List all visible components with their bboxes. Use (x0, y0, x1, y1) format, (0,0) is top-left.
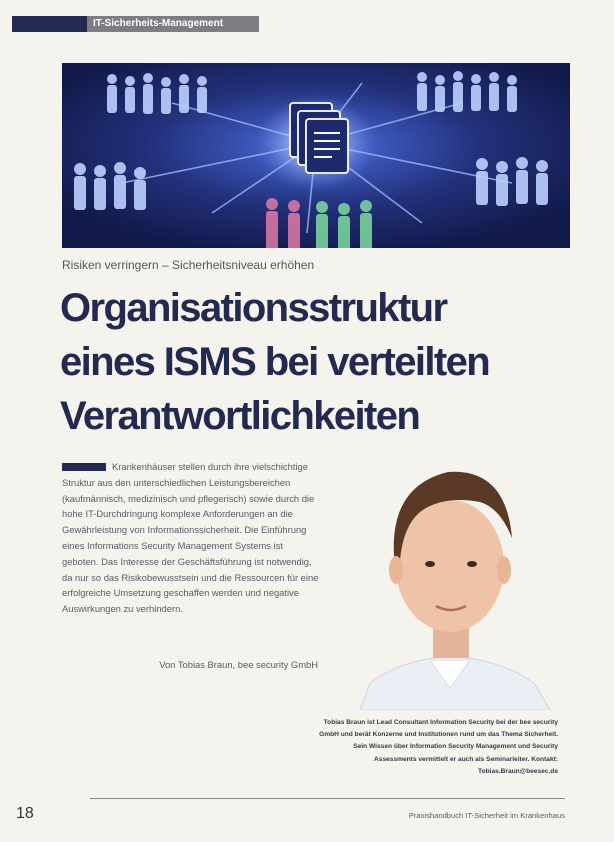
section-label: IT-Sicherheits-Management (93, 18, 224, 29)
author-portrait (330, 438, 570, 710)
article-kicker: Risiken verringern – Sicherheitsniveau erhöhen (62, 258, 315, 272)
portrait-caption: Tobias Braun ist Lead Consultant Information Security bei der bee security GmbH und berät Konzerne und Institutionen rund um das Thema Sicherheit. Sein Wissen über Information Security Management und Security Assessments vermittelt er auch als Seminarleiter. Kontakt: Tobias.Braun@beesec.de (319, 719, 558, 775)
title-line-1: Organisationsstruktur (60, 286, 447, 330)
title-line-2: eines ISMS bei verteilten (60, 340, 490, 384)
hero-illustration (62, 63, 570, 248)
section-header-accent (12, 16, 87, 32)
footer-rule (90, 798, 565, 799)
article-title (60, 281, 580, 443)
network-illustration-icon (62, 63, 570, 248)
title-line-3: Verantwortlichkeiten (60, 394, 420, 438)
portrait-photo-icon (330, 438, 570, 710)
article-byline: Von Tobias Braun, bee security GmbH (159, 659, 318, 670)
page-number: 18 (16, 805, 34, 822)
article-lead: Krankenhäuser stellen durch ihre vielschichtige Struktur aus den unterschiedlichen Leistungsbereichen (kaufmännisch, medizinisch und pflegerisch) sowie durch die hohe IT-Durchdringung komplexe Anforderungen an die Gewährleistung von Informationssicherheit. Die Einführung eines Informations Security Management Systems ist geboten. Das Interesse der Geschäftsführung ist notwendig, da nur so das Risikobewusstsein und die Ressourcen für eine erfolgreiche Umsetzung geschaffen werden und negative Auswirkungen zu verhindern. (62, 461, 319, 615)
footer-publication: Praxishandbuch IT-Sicherheit im Krankenhaus (408, 811, 565, 820)
